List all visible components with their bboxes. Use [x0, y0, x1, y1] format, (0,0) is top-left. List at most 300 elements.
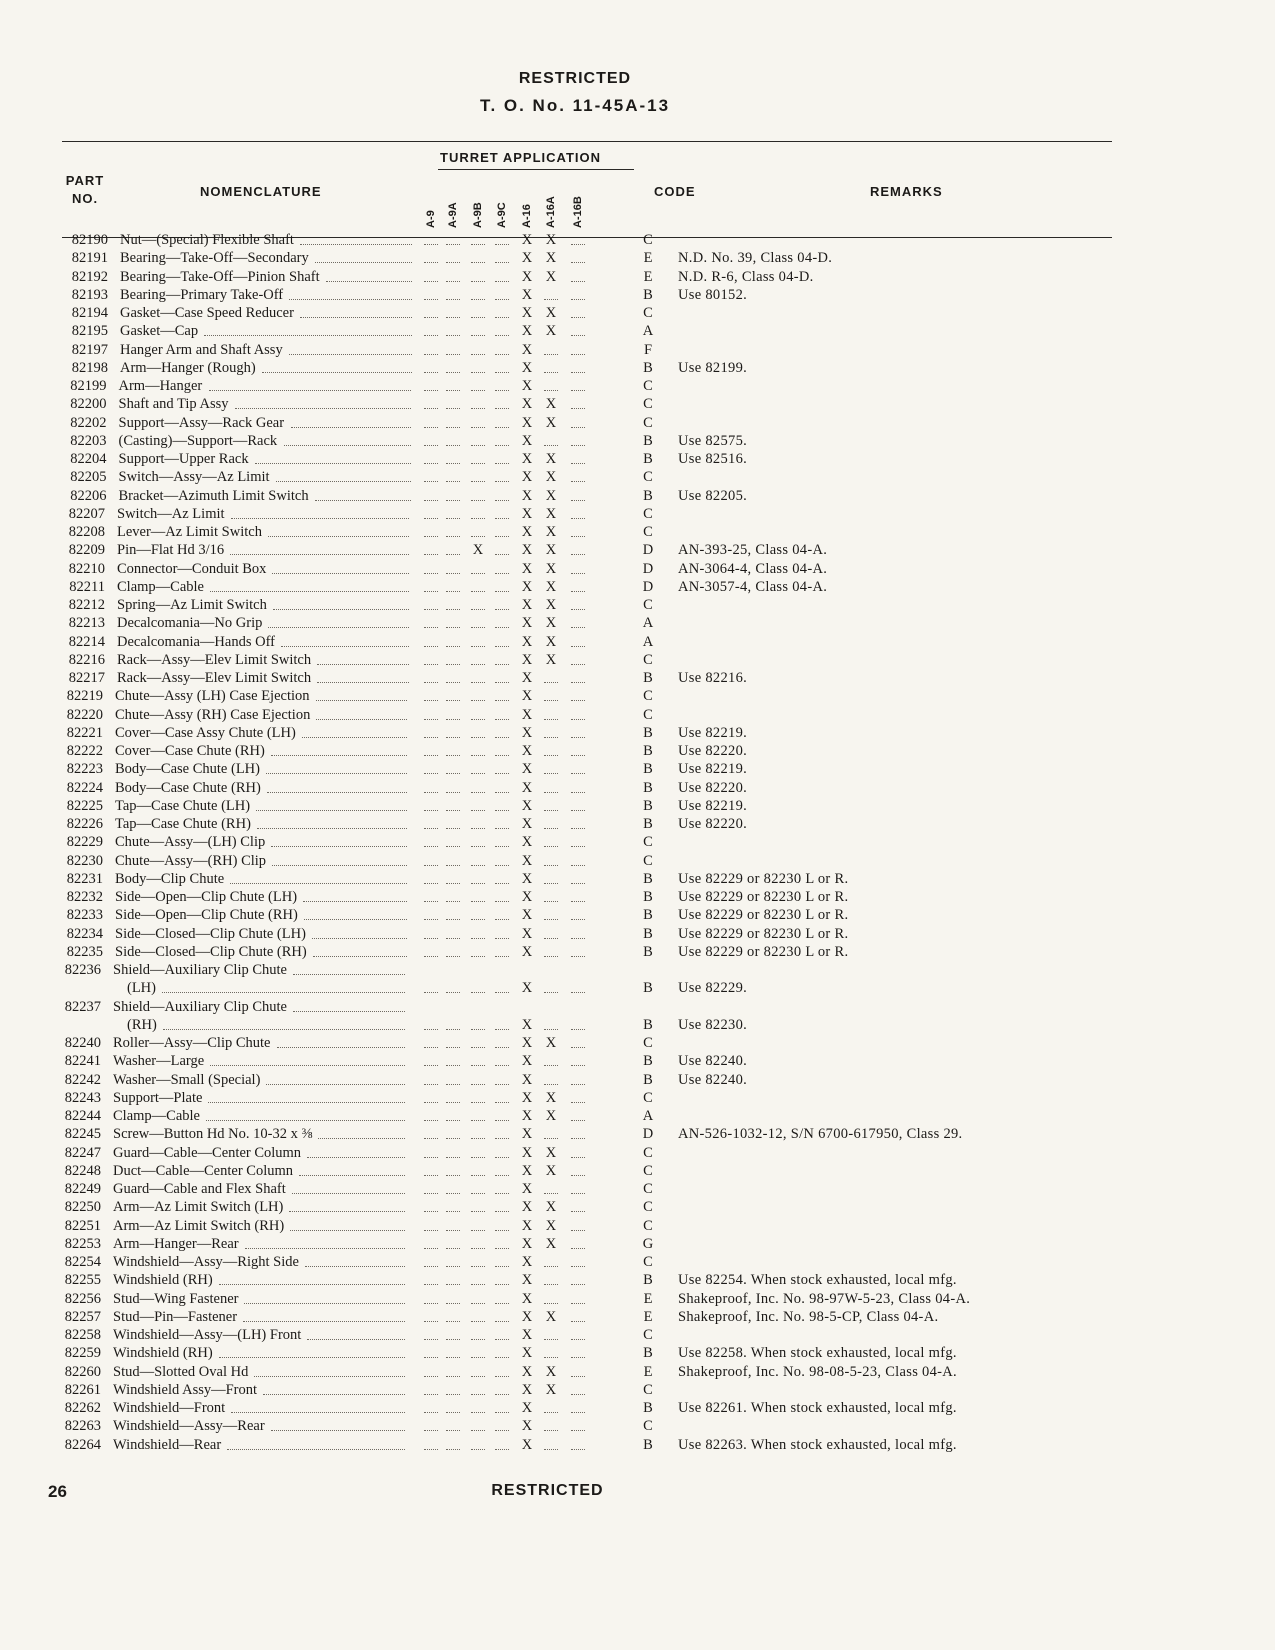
empty-application [446, 281, 460, 282]
empty-application [446, 1430, 460, 1431]
dot-leader [231, 518, 409, 519]
nomenclature: Chute—Assy (LH) Case Ejection [115, 688, 310, 705]
empty-application [571, 627, 585, 628]
empty-application [424, 682, 438, 683]
dot-leader [257, 828, 407, 829]
remarks: Use 82219. [678, 761, 748, 778]
remarks: Use 82263. When stock exhausted, local mfg. [678, 1436, 957, 1453]
empty-application [471, 1193, 485, 1194]
empty-application [424, 810, 438, 811]
empty-application [571, 664, 585, 665]
empty-application [571, 883, 585, 884]
code: C [643, 1162, 653, 1179]
dot-leader [210, 1065, 405, 1066]
empty-application [446, 919, 460, 920]
nomenclature: Clamp—Cable [113, 1108, 200, 1124]
empty-application [571, 755, 585, 756]
nomenclature: Side—Closed—Clip Chute (RH) [115, 943, 307, 960]
nomenclature: Side—Open—Clip Chute (RH) [115, 907, 298, 924]
empty-application [471, 481, 485, 482]
empty-application [544, 719, 558, 720]
empty-application [571, 992, 585, 993]
application-mark: X [521, 1035, 533, 1051]
code: G [642, 1235, 654, 1252]
dot-leader [162, 992, 405, 993]
empty-application [424, 427, 438, 428]
part-number: 82202 [70, 414, 107, 431]
code: C [643, 378, 653, 394]
application-mark: X [521, 341, 533, 358]
empty-application [446, 901, 460, 902]
application-mark: X [521, 1181, 533, 1197]
empty-application [446, 773, 460, 774]
code: A [642, 1108, 654, 1124]
empty-application [495, 591, 509, 592]
dot-leader [273, 609, 409, 610]
code: B [643, 980, 653, 997]
application-mark: X [521, 451, 533, 467]
part-number: 82244 [64, 1108, 101, 1124]
code: C [643, 232, 653, 248]
nomenclature: Cover—Case Assy Chute (LH) [115, 724, 296, 741]
code: C [643, 597, 653, 613]
empty-application [571, 408, 585, 409]
application-mark: X [545, 451, 557, 467]
empty-application [446, 609, 460, 610]
remarks: Use 82229 or 82230 L or R. [678, 925, 849, 942]
nomenclature: Arm—Az Limit Switch (RH) [113, 1217, 285, 1234]
turret-column-header: A-16A [545, 196, 557, 228]
part-number: 82263 [64, 1418, 101, 1435]
empty-application [544, 299, 558, 300]
part-number: 82210 [68, 560, 105, 577]
empty-application [424, 828, 438, 829]
remarks: Use 82199. [678, 359, 748, 376]
empty-application [471, 573, 485, 574]
empty-application [471, 719, 485, 720]
empty-application [424, 1211, 438, 1212]
empty-application [446, 646, 460, 647]
remarks: Use 82219. [678, 797, 748, 814]
dot-leader [313, 956, 407, 957]
empty-application [424, 500, 438, 501]
empty-application [571, 1266, 585, 1267]
code: C [643, 505, 653, 522]
header-classification: RESTRICTED [518, 70, 632, 87]
empty-application [424, 573, 438, 574]
nomenclature: Pin—Flat Hd 3/16 [117, 542, 225, 559]
turret-column-header: A-9B [472, 202, 484, 228]
empty-application [571, 1065, 585, 1066]
empty-application [471, 591, 485, 592]
empty-application [571, 700, 585, 701]
nomenclature: Stud—Pin—Fastener [113, 1308, 238, 1325]
empty-application [424, 938, 438, 939]
empty-application [424, 1138, 438, 1139]
empty-application [424, 1449, 438, 1450]
empty-application [424, 919, 438, 920]
empty-application [495, 1138, 509, 1139]
empty-application [446, 828, 460, 829]
application-mark: X [545, 633, 557, 650]
empty-application [446, 792, 460, 793]
empty-application [424, 463, 438, 464]
code: C [643, 1181, 653, 1197]
empty-application [571, 865, 585, 866]
dot-leader [266, 773, 407, 774]
application-mark: X [521, 1272, 533, 1289]
part-number: 82212 [68, 597, 105, 613]
code: D [642, 560, 654, 577]
dot-leader [230, 883, 407, 884]
dot-leader [219, 1357, 405, 1358]
empty-application [446, 1321, 460, 1322]
code: E [643, 1363, 653, 1380]
empty-application [446, 354, 460, 355]
empty-application [571, 1303, 585, 1304]
empty-application [471, 354, 485, 355]
empty-application [544, 1357, 558, 1358]
empty-application [424, 408, 438, 409]
empty-application [544, 828, 558, 829]
part-number: 82230 [66, 852, 103, 869]
empty-application [544, 390, 558, 391]
empty-application [446, 427, 460, 428]
empty-application [495, 883, 509, 884]
empty-application [424, 1376, 438, 1377]
nomenclature: Bearing—Primary Take-Off [120, 286, 284, 303]
empty-application [424, 719, 438, 720]
application-mark: X [545, 560, 557, 577]
empty-application [495, 1303, 509, 1304]
nomenclature: Bracket—Azimuth Limit Switch [118, 487, 309, 504]
empty-application [471, 500, 485, 501]
remarks: Use 82575. [678, 432, 748, 449]
part-number: 82232 [66, 889, 103, 905]
application-mark: X [545, 615, 557, 632]
application-mark: X [521, 943, 533, 960]
application-mark: X [545, 524, 557, 540]
empty-application [571, 1102, 585, 1103]
code: C [643, 524, 653, 540]
empty-application [471, 1211, 485, 1212]
remarks: Use 80152. [678, 286, 748, 303]
application-mark: X [545, 1363, 557, 1380]
dot-leader [318, 1138, 405, 1139]
empty-application [424, 1230, 438, 1231]
empty-application [471, 938, 485, 939]
nomenclature: Side—Closed—Clip Chute (LH) [115, 925, 306, 942]
remarks: Use 82220. [678, 779, 748, 796]
code: E [643, 1290, 653, 1307]
empty-application [446, 627, 460, 628]
empty-application [544, 700, 558, 701]
empty-application [471, 372, 485, 373]
nomenclature: Support—Assy—Rack Gear [118, 414, 285, 431]
empty-application [424, 1084, 438, 1085]
remarks: Use 82229 or 82230 L or R. [678, 943, 849, 960]
part-number: 82206 [70, 487, 107, 504]
empty-application [446, 883, 460, 884]
empty-application [571, 609, 585, 610]
empty-application [471, 1047, 485, 1048]
remarks: Use 82516. [678, 451, 748, 467]
code: C [643, 1418, 653, 1435]
code: C [643, 688, 653, 705]
application-mark: X [521, 706, 533, 723]
nomenclature: Bearing—Take-Off—Secondary [120, 250, 309, 267]
empty-application [424, 1339, 438, 1340]
dot-leader [267, 792, 407, 793]
application-mark: X [521, 761, 533, 778]
application-mark: X [545, 1235, 557, 1252]
empty-application [495, 664, 509, 665]
dot-leader [316, 719, 407, 720]
dot-leader [290, 1230, 405, 1231]
empty-application [471, 463, 485, 464]
application-mark: X [521, 268, 533, 285]
code: D [642, 578, 654, 595]
nomenclature: Shaft and Tip Assy [118, 396, 229, 413]
empty-application [495, 773, 509, 774]
dot-leader [243, 1321, 405, 1322]
code: E [643, 268, 653, 285]
dot-leader [300, 244, 412, 245]
application-mark: X [521, 1327, 533, 1343]
part-number: 82259 [64, 1345, 101, 1362]
empty-application [424, 792, 438, 793]
remarks: AN-393-25, Class 04-A. [678, 542, 828, 559]
empty-application [571, 1412, 585, 1413]
empty-application [424, 317, 438, 318]
empty-application [446, 500, 460, 501]
empty-application [424, 1303, 438, 1304]
empty-application [571, 810, 585, 811]
empty-application [495, 846, 509, 847]
empty-application [571, 919, 585, 920]
empty-application [495, 700, 509, 701]
empty-application [544, 372, 558, 373]
remarks: Use 82229 or 82230 L or R. [678, 907, 849, 924]
empty-application [544, 1412, 558, 1413]
application-mark: X [521, 1363, 533, 1380]
code: B [643, 797, 653, 814]
application-mark: X [521, 907, 533, 924]
dot-leader [262, 372, 412, 373]
empty-application [471, 1266, 485, 1267]
application-mark: X [545, 1035, 557, 1051]
empty-application [424, 609, 438, 610]
empty-application [424, 1065, 438, 1066]
application-mark: X [521, 816, 533, 832]
empty-application [544, 883, 558, 884]
empty-application [471, 262, 485, 263]
empty-application [495, 518, 509, 519]
empty-application [446, 463, 460, 464]
empty-application [544, 1084, 558, 1085]
code: C [643, 651, 653, 668]
empty-application [471, 317, 485, 318]
empty-application [446, 554, 460, 555]
empty-application [544, 919, 558, 920]
empty-application [424, 554, 438, 555]
code: C [643, 396, 653, 413]
dot-leader [263, 1394, 405, 1395]
empty-application [571, 281, 585, 282]
code: E [643, 1308, 653, 1325]
turret-column-header: A-16 [521, 204, 533, 228]
dot-leader [281, 646, 409, 647]
code: C [643, 834, 653, 851]
empty-application [571, 536, 585, 537]
code: A [642, 633, 654, 650]
application-mark: X [521, 1308, 533, 1325]
empty-application [471, 1157, 485, 1158]
empty-application [471, 1357, 485, 1358]
nomenclature: Windshield (RH) [113, 1345, 213, 1362]
empty-application [571, 846, 585, 847]
application-mark: X [545, 1308, 557, 1325]
empty-application [446, 938, 460, 939]
empty-application [471, 919, 485, 920]
empty-application [471, 664, 485, 665]
code: B [643, 1345, 653, 1362]
header-tech-order: T. O. No. 11-45A-13 [479, 96, 671, 115]
empty-application [424, 773, 438, 774]
code: B [643, 816, 653, 832]
empty-application [571, 901, 585, 902]
empty-application [544, 1138, 558, 1139]
empty-application [571, 262, 585, 263]
application-mark: X [521, 432, 533, 449]
empty-application [424, 390, 438, 391]
empty-application [471, 737, 485, 738]
empty-application [471, 1412, 485, 1413]
empty-application [571, 317, 585, 318]
nomenclature: Body—Clip Chute [115, 870, 225, 887]
empty-application [471, 445, 485, 446]
empty-application [424, 1102, 438, 1103]
part-number: 82247 [64, 1144, 101, 1161]
part-number: 82236 [64, 962, 101, 978]
empty-application [446, 1394, 460, 1395]
part-number: 82245 [64, 1126, 101, 1143]
empty-application [424, 846, 438, 847]
empty-application [495, 1193, 509, 1194]
application-mark: X [521, 1345, 533, 1362]
empty-application [471, 518, 485, 519]
empty-application [446, 1449, 460, 1450]
application-mark: X [545, 232, 557, 248]
empty-application [471, 700, 485, 701]
empty-application [495, 1449, 509, 1450]
application-mark: X [521, 1381, 533, 1398]
empty-application [424, 1047, 438, 1048]
empty-application [424, 1321, 438, 1322]
empty-application [571, 390, 585, 391]
part-number: 82264 [64, 1436, 101, 1453]
empty-application [471, 846, 485, 847]
empty-application [446, 719, 460, 720]
application-mark: X [545, 597, 557, 613]
remarks: Use 82240. [678, 1071, 748, 1088]
code: C [643, 1199, 653, 1216]
empty-application [471, 1394, 485, 1395]
empty-application [571, 244, 585, 245]
part-number: 82254 [64, 1254, 101, 1270]
nomenclature: Switch—Az Limit [117, 505, 225, 522]
empty-application [544, 1449, 558, 1450]
column-header-code: CODE [654, 184, 696, 199]
empty-application [446, 956, 460, 957]
empty-application [446, 299, 460, 300]
empty-application [544, 682, 558, 683]
empty-application [471, 1449, 485, 1450]
part-number: 82209 [68, 542, 105, 559]
dot-leader [299, 1175, 405, 1176]
empty-application [571, 1157, 585, 1158]
empty-application [471, 1084, 485, 1085]
empty-application [446, 1339, 460, 1340]
application-mark: X [521, 1400, 533, 1416]
empty-application [471, 792, 485, 793]
application-mark: X [521, 1290, 533, 1307]
empty-application [446, 1175, 460, 1176]
empty-application [471, 956, 485, 957]
empty-application [495, 481, 509, 482]
dot-leader [303, 901, 407, 902]
dot-leader [244, 1303, 405, 1304]
empty-application [446, 1120, 460, 1121]
empty-application [495, 682, 509, 683]
empty-application [495, 1321, 509, 1322]
empty-application [446, 445, 460, 446]
nomenclature: Body—Case Chute (LH) [115, 761, 260, 778]
empty-application [446, 1138, 460, 1139]
empty-application [471, 883, 485, 884]
turret-column-header: A-9 [425, 210, 437, 228]
empty-application [446, 1047, 460, 1048]
empty-application [424, 536, 438, 537]
nomenclature: Chute—Assy (RH) Case Ejection [115, 706, 311, 723]
code: B [643, 451, 653, 467]
application-mark: X [521, 1235, 533, 1252]
code: C [643, 1254, 653, 1270]
application-mark: X [521, 323, 533, 340]
empty-application [446, 1376, 460, 1377]
empty-application [446, 244, 460, 245]
code: B [643, 1053, 653, 1070]
application-mark: X [521, 1162, 533, 1179]
empty-application [571, 354, 585, 355]
part-number: 82208 [68, 524, 105, 540]
empty-application [571, 646, 585, 647]
nomenclature: Nut—(Special) Flexible Shaft [120, 232, 294, 248]
part-number: 82243 [64, 1089, 101, 1106]
footer-classification: RESTRICTED [491, 1482, 604, 1499]
empty-application [446, 390, 460, 391]
part-number: 82190 [71, 232, 108, 248]
empty-application [471, 773, 485, 774]
empty-application [571, 1284, 585, 1285]
code: B [643, 870, 653, 887]
remarks: Use 82216. [678, 670, 748, 686]
empty-application [495, 1102, 509, 1103]
empty-application [571, 792, 585, 793]
dot-leader [209, 390, 411, 391]
empty-application [471, 1230, 485, 1231]
empty-application [544, 865, 558, 866]
